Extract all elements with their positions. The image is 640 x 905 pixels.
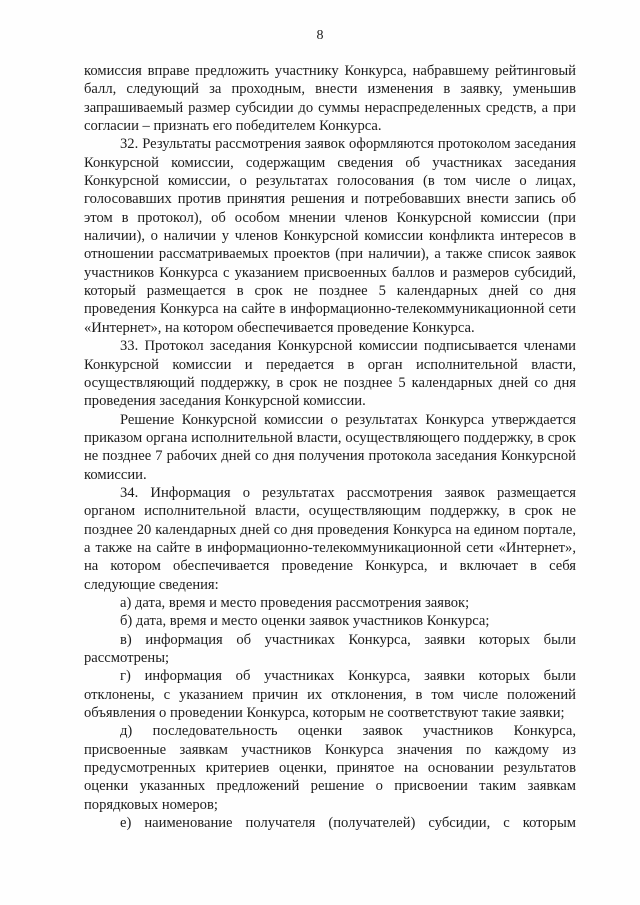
paragraph-decision: Решение Конкурсной комиссии о результатах Конкурса утверждается приказом органа исполнительной власти, осуществляющего поддержку, в срок не позднее 7 рабочих дней со дня получения протокола заседания Конкурсной комиссии. <box>84 411 576 483</box>
list-item-g: г) информация об участниках Конкурса, заявки которых были отклонены, с указанием причин их отклонения, в том числе положений объявления о проведении Конкурса, которым не соответствуют такие заявки; <box>84 668 576 722</box>
list-item-v: в) информация об участниках Конкурса, заявки которых были рассмотрены; <box>84 631 576 666</box>
page-number: 8 <box>316 28 324 43</box>
paragraph-item-33: 33. Протокол заседания Конкурсной комиссии подписывается членами Конкурсной комиссии и передается в орган исполнительной власти, осуществляющий поддержку, в срок не позднее 5 календарных дней со дня проведения заседания Конкурсной комиссии. <box>84 338 576 410</box>
paragraph-item-34: 34. Информация о результатах рассмотрения заявок размещается органом исполнительной власти, осуществляющим поддержку, в срок не позднее 20 календарных дней со дня проведения Конкурса на едином портале, а также на сайте в информационно-телекоммуникационной сети «Интернет», на котором обеспечивается проведение Конкурса, и включает в себя следующие сведения: <box>84 484 576 593</box>
list-item-a: а) дата, время и место проведения рассмотрения заявок; <box>120 594 470 611</box>
list-item-e: е) наименование получателя (получателей) субсидии, с которым <box>120 815 576 832</box>
document-body <box>84 62 576 832</box>
paragraph-continuation: комиссия вправе предложить участнику Конкурса, набравшему рейтинговый балл, следующий за проходным, внести изменения в заявку, уменьшив запрашиваемый размер субсидии до суммы нераспределенных средств, а при согласии – признать его победителем Конкурса. <box>84 63 576 135</box>
list-item-b: б) дата, время и место оценки заявок участников Конкурса; <box>120 613 490 630</box>
list-item-d: д) последовательность оценки заявок участников Конкурса, присвоенные заявкам участников Конкурса значения по каждому из предусмотренных критериев оценки, принятое на основании результатов оценки указанных предложений решение о присвоении таким заявкам порядковых номеров; <box>84 723 576 813</box>
paragraph-item-32: 32. Результаты рассмотрения заявок оформляются протоколом заседания Конкурсной комиссии, содержащим сведения об участниках заседания Конкурсной комиссии, о результатах голосования (в том числе о лицах, голосовавших против принятия решения и потребовавших внести запись об этом в протокол), об особом мнении членов Конкурсной комиссии (при наличии), о наличии у членов Конкурсной комиссии конфликта интересов в отношении рассматриваемых проектов (при наличии), а также список заявок участников Конкурса с указанием присвоенных баллов и размеров субсидий, который размещается в срок не позднее 5 календарных дней со дня проведения Конкурса на сайте в информационно-телекоммуникационной сети «Интернет», на котором обеспечивается проведение Конкурса. <box>84 136 576 336</box>
